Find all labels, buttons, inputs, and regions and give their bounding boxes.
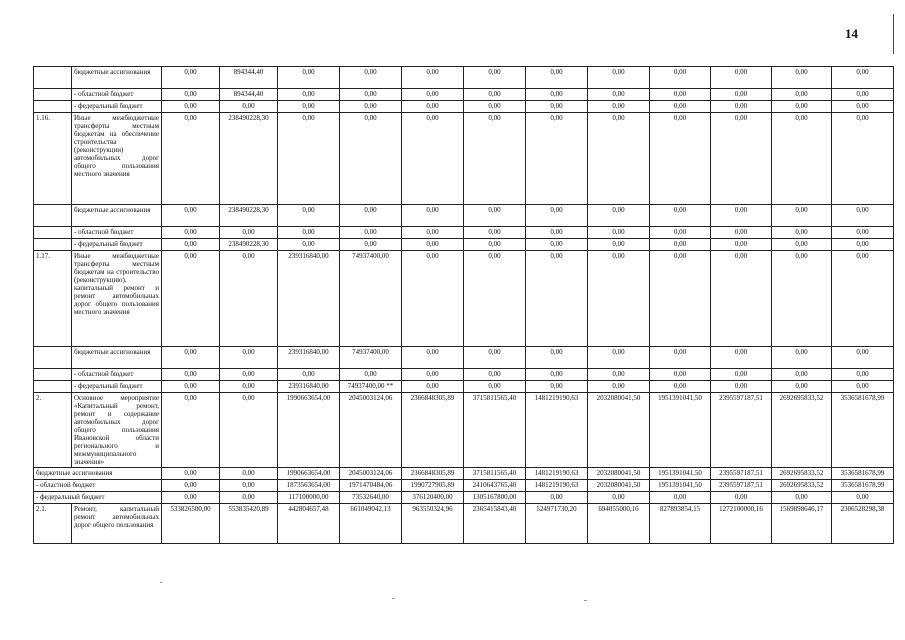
value-cell: 1971470484,06 <box>340 480 402 492</box>
value-cell: 0,00 <box>402 67 464 89</box>
row-description: - областной бюджет <box>72 227 162 239</box>
row-description: - федеральный бюджет <box>72 101 162 113</box>
value-cell: 0,00 <box>162 67 220 89</box>
value-cell: 0,00 <box>464 227 526 239</box>
value-cell: 0,00 <box>772 239 832 251</box>
table-row <box>34 347 894 369</box>
value-cell: 239316840,00 <box>278 251 340 347</box>
row-description: - федеральный бюджет <box>72 239 162 251</box>
value-cell: 0,00 <box>711 101 772 113</box>
value-cell: 0,00 <box>526 205 588 227</box>
value-cell: 0,00 <box>832 251 894 347</box>
value-cell: 0,00 <box>711 67 772 89</box>
value-cell: 0,00 <box>588 251 650 347</box>
row-label: бюджетные ассигнования <box>34 468 162 480</box>
value-cell: 0,00 <box>402 369 464 381</box>
value-cell: 0,00 <box>278 67 340 89</box>
value-cell: 0,00 <box>772 205 832 227</box>
value-cell: 0,00 <box>220 468 278 480</box>
value-cell: 0,00 <box>711 251 772 347</box>
value-cell: 0,00 <box>162 393 220 468</box>
value-cell: 0,00 <box>402 205 464 227</box>
table-row <box>34 251 894 347</box>
value-cell: 0,00 <box>278 239 340 251</box>
row-number <box>34 369 72 381</box>
value-cell: 0,00 <box>832 205 894 227</box>
row-number: 2. <box>34 393 72 468</box>
value-cell: 2032080041,50 <box>588 393 650 468</box>
value-cell: 0,00 <box>340 89 402 101</box>
row-description: бюджетные ассигнования <box>72 67 162 89</box>
value-cell: 0,00 <box>526 492 588 504</box>
value-cell: 1569898646,17 <box>772 504 832 544</box>
value-cell: 376120400,00 <box>402 492 464 504</box>
row-number <box>34 205 72 227</box>
value-cell: 0,00 <box>340 113 402 205</box>
value-cell: 0,00 <box>832 113 894 205</box>
value-cell: 0,00 <box>772 113 832 205</box>
table-row <box>34 101 894 113</box>
value-cell: 0,00 <box>772 251 832 347</box>
value-cell: 0,00 <box>772 492 832 504</box>
table-row <box>34 239 894 251</box>
table-row <box>34 113 894 205</box>
value-cell: 0,00 <box>278 205 340 227</box>
value-cell: 0,00 <box>402 251 464 347</box>
value-cell: 0,00 <box>588 101 650 113</box>
value-cell: 2045003124,06 <box>340 393 402 468</box>
value-cell: 117100000,00 <box>278 492 340 504</box>
value-cell: 1305167800,00 <box>464 492 526 504</box>
table-row <box>34 393 894 468</box>
value-cell: 553835420,89 <box>220 504 278 544</box>
value-cell: 0,00 <box>650 381 711 393</box>
value-cell: 0,00 <box>711 113 772 205</box>
value-cell: 0,00 <box>832 227 894 239</box>
value-cell: 2366848305,89 <box>402 393 464 468</box>
value-cell: 0,00 <box>278 101 340 113</box>
value-cell: 0,00 <box>588 205 650 227</box>
value-cell: 0,00 <box>526 251 588 347</box>
value-cell: 0,00 <box>402 239 464 251</box>
value-cell: 2395597187,51 <box>711 468 772 480</box>
value-cell: 1272100000,16 <box>711 504 772 544</box>
value-cell: 74937400,00 <box>340 251 402 347</box>
value-cell: 827893854,15 <box>650 504 711 544</box>
value-cell: 1990727905,89 <box>402 480 464 492</box>
value-cell: 0,00 <box>162 89 220 101</box>
value-cell: 0,00 <box>162 369 220 381</box>
value-cell: 0,00 <box>464 381 526 393</box>
value-cell: 0,00 <box>650 369 711 381</box>
value-cell: 0,00 <box>526 227 588 239</box>
value-cell: 0,00 <box>650 89 711 101</box>
row-number: 1.16. <box>34 113 72 205</box>
table-row <box>34 67 894 89</box>
value-cell: 0,00 <box>162 251 220 347</box>
value-cell: 0,00 <box>526 67 588 89</box>
value-cell: 3715811565,40 <box>464 468 526 480</box>
value-cell: 0,00 <box>162 480 220 492</box>
value-cell: 0,00 <box>402 381 464 393</box>
value-cell: 2365415843,40 <box>464 504 526 544</box>
value-cell: 2045003124,06 <box>340 468 402 480</box>
value-cell: 2692695833,52 <box>772 393 832 468</box>
value-cell: 238490228,30 <box>220 205 278 227</box>
row-number <box>34 89 72 101</box>
value-cell: 1481219190,63 <box>526 393 588 468</box>
value-cell: 0,00 <box>464 251 526 347</box>
value-cell: 0,00 <box>526 113 588 205</box>
value-cell: 0,00 <box>526 369 588 381</box>
value-cell: 524971730,20 <box>526 504 588 544</box>
value-cell: 0,00 <box>340 101 402 113</box>
value-cell: 0,00 <box>588 347 650 369</box>
page-edge-line <box>893 14 894 54</box>
value-cell: 0,00 <box>650 492 711 504</box>
value-cell: 0,00 <box>220 492 278 504</box>
row-description: - федеральный бюджет <box>72 381 162 393</box>
value-cell: 0,00 <box>832 89 894 101</box>
value-cell: 2395597187,51 <box>711 393 772 468</box>
value-cell: 0,00 <box>650 239 711 251</box>
value-cell: 0,00 <box>402 101 464 113</box>
row-number <box>34 347 72 369</box>
value-cell: 1951391041,50 <box>650 480 711 492</box>
value-cell: 0,00 <box>278 227 340 239</box>
value-cell: 0,00 <box>588 227 650 239</box>
value-cell: 74937400,00 <box>340 347 402 369</box>
value-cell: 0,00 <box>526 89 588 101</box>
value-cell: 0,00 <box>162 492 220 504</box>
row-description: Ремонт, капитальный ремонт автомобильных дорог общего пользования <box>72 504 162 544</box>
value-cell: 1951391041,50 <box>650 468 711 480</box>
value-cell: 0,00 <box>650 205 711 227</box>
value-cell: 0,00 <box>340 369 402 381</box>
value-cell: 1481219190,63 <box>526 468 588 480</box>
value-cell: 2306528298,38 <box>832 504 894 544</box>
value-cell: 0,00 <box>464 205 526 227</box>
value-cell: 239316840,00 <box>278 347 340 369</box>
value-cell: 2395597187,51 <box>711 480 772 492</box>
table-row <box>34 504 894 544</box>
row-description: Основное мероприятие «Капитальный ремонт, ремонт и содержание автомобильных дорог общего пользования Ивановской области регионального и межмуниципального значения» <box>72 393 162 468</box>
value-cell: 0,00 <box>526 347 588 369</box>
value-cell: 0,00 <box>464 347 526 369</box>
value-cell: 0,00 <box>464 113 526 205</box>
value-cell: 3536581678,99 <box>832 468 894 480</box>
value-cell: 0,00 <box>220 381 278 393</box>
value-cell: 0,00 <box>650 251 711 347</box>
value-cell: 0,00 <box>588 89 650 101</box>
row-number: 2.1. <box>34 504 72 544</box>
value-cell: 0,00 <box>588 492 650 504</box>
value-cell: 3536581678,99 <box>832 393 894 468</box>
value-cell: 0,00 <box>464 369 526 381</box>
value-cell: 0,00 <box>278 89 340 101</box>
scan-mark <box>392 598 395 599</box>
value-cell: 963550324,96 <box>402 504 464 544</box>
value-cell: 0,00 <box>588 239 650 251</box>
value-cell: 0,00 <box>220 369 278 381</box>
value-cell: 0,00 <box>832 347 894 369</box>
value-cell: 0,00 <box>650 101 711 113</box>
value-cell: 0,00 <box>220 101 278 113</box>
value-cell: 661049042,13 <box>340 504 402 544</box>
row-description: Иные межбюджетные трансферты местным бюджетам на обеспечение строительства (реконструкции) автомобильных дорог общего пользования местного значения <box>72 113 162 205</box>
value-cell: 3536581678,99 <box>832 480 894 492</box>
value-cell: 0,00 <box>340 67 402 89</box>
value-cell: 0,00 <box>588 381 650 393</box>
value-cell: 0,00 <box>220 393 278 468</box>
row-description: Иные межбюджетные трансферты местным бюджетам на строительство (реконструкцию), капитальный ремонт и ремонт автомобильных дорог общего пользования местного значения <box>72 251 162 347</box>
value-cell: 894344,40 <box>220 67 278 89</box>
value-cell: 0,00 <box>832 101 894 113</box>
value-cell: 0,00 <box>278 369 340 381</box>
value-cell: 1951391041,50 <box>650 393 711 468</box>
value-cell: 0,00 <box>220 227 278 239</box>
value-cell: 0,00 <box>711 205 772 227</box>
table-row <box>34 205 894 227</box>
row-description: - областной бюджет <box>72 369 162 381</box>
value-cell: 0,00 <box>220 347 278 369</box>
value-cell: 0,00 <box>402 347 464 369</box>
value-cell: 0,00 <box>650 67 711 89</box>
value-cell: 1990663654,00 <box>278 468 340 480</box>
value-cell: 0,00 <box>711 227 772 239</box>
value-cell: 894344,40 <box>220 89 278 101</box>
row-number: 1.17. <box>34 251 72 347</box>
row-number <box>34 227 72 239</box>
value-cell: 0,00 <box>162 101 220 113</box>
value-cell: 0,00 <box>162 381 220 393</box>
value-cell: 1873563654,00 <box>278 480 340 492</box>
table-row <box>34 492 894 504</box>
row-label: - федеральный бюджет <box>34 492 162 504</box>
value-cell: 74937400,00 ** <box>340 381 402 393</box>
value-cell: 0,00 <box>711 347 772 369</box>
value-cell: 0,00 <box>588 369 650 381</box>
value-cell: 2032080041,50 <box>588 480 650 492</box>
row-number <box>34 101 72 113</box>
value-cell: 0,00 <box>340 227 402 239</box>
value-cell: 0,00 <box>772 369 832 381</box>
value-cell: 442804657,48 <box>278 504 340 544</box>
value-cell: 0,00 <box>162 347 220 369</box>
value-cell: 0,00 <box>832 67 894 89</box>
row-description: бюджетные ассигнования <box>72 205 162 227</box>
value-cell: 0,00 <box>162 227 220 239</box>
row-number <box>34 239 72 251</box>
value-cell: 2692695833,52 <box>772 480 832 492</box>
value-cell: 73532640,00 <box>340 492 402 504</box>
value-cell: 0,00 <box>772 89 832 101</box>
value-cell: 0,00 <box>402 227 464 239</box>
value-cell: 0,00 <box>464 67 526 89</box>
value-cell: 0,00 <box>832 492 894 504</box>
value-cell: 0,00 <box>588 67 650 89</box>
value-cell: 694055000,16 <box>588 504 650 544</box>
value-cell: 0,00 <box>526 239 588 251</box>
table-row <box>34 227 894 239</box>
page-number: 14 <box>845 26 858 41</box>
value-cell: 0,00 <box>650 347 711 369</box>
value-cell: 0,00 <box>832 381 894 393</box>
row-label: - областной бюджет <box>34 480 162 492</box>
value-cell: 0,00 <box>650 227 711 239</box>
table-row <box>34 89 894 101</box>
value-cell: 0,00 <box>526 101 588 113</box>
table-row <box>34 369 894 381</box>
value-cell: 0,00 <box>340 239 402 251</box>
value-cell: 238490228,30 <box>220 113 278 205</box>
value-cell: 0,00 <box>711 369 772 381</box>
value-cell: 3715811565,40 <box>464 393 526 468</box>
row-description: бюджетные ассигнования <box>72 347 162 369</box>
value-cell: 238490228,30 <box>220 239 278 251</box>
value-cell: 0,00 <box>402 89 464 101</box>
value-cell: 0,00 <box>162 205 220 227</box>
value-cell: 0,00 <box>772 67 832 89</box>
value-cell: 0,00 <box>772 101 832 113</box>
value-cell: 0,00 <box>402 113 464 205</box>
value-cell: 0,00 <box>772 227 832 239</box>
scan-mark <box>584 600 587 601</box>
value-cell: 0,00 <box>464 239 526 251</box>
value-cell: 0,00 <box>711 492 772 504</box>
value-cell: 0,00 <box>832 369 894 381</box>
value-cell: 0,00 <box>711 381 772 393</box>
table-row <box>34 480 894 492</box>
budget-table <box>33 66 894 544</box>
value-cell: 1481219190,63 <box>526 480 588 492</box>
value-cell: 2410643765,40 <box>464 480 526 492</box>
table-row <box>34 381 894 393</box>
value-cell: 0,00 <box>526 381 588 393</box>
value-cell: 0,00 <box>162 113 220 205</box>
value-cell: 0,00 <box>711 89 772 101</box>
value-cell: 0,00 <box>650 113 711 205</box>
value-cell: 0,00 <box>772 347 832 369</box>
row-number <box>34 381 72 393</box>
value-cell: 0,00 <box>832 239 894 251</box>
value-cell: 239316840,00 <box>278 381 340 393</box>
value-cell: 0,00 <box>772 381 832 393</box>
value-cell: 0,00 <box>340 205 402 227</box>
value-cell: 1990663654,00 <box>278 393 340 468</box>
value-cell: 0,00 <box>278 113 340 205</box>
value-cell: 0,00 <box>464 101 526 113</box>
scan-mark <box>160 582 162 583</box>
value-cell: 0,00 <box>588 113 650 205</box>
table-row <box>34 468 894 480</box>
value-cell: 2692695833,52 <box>772 468 832 480</box>
value-cell: 0,00 <box>162 468 220 480</box>
value-cell: 0,00 <box>464 89 526 101</box>
row-description: - областной бюджет <box>72 89 162 101</box>
value-cell: 0,00 <box>220 480 278 492</box>
value-cell: 0,00 <box>711 239 772 251</box>
value-cell: 2366848305,89 <box>402 468 464 480</box>
value-cell: 0,00 <box>162 239 220 251</box>
value-cell: 2032080041,50 <box>588 468 650 480</box>
value-cell: 533826500,00 <box>162 504 220 544</box>
value-cell: 0,00 <box>220 251 278 347</box>
row-number <box>34 67 72 89</box>
